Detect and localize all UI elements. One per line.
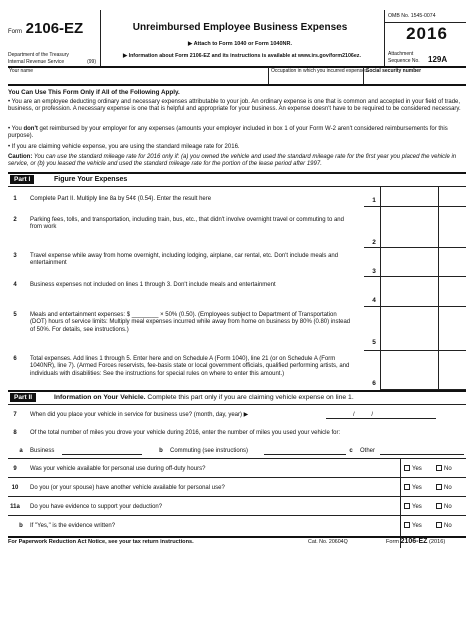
your-name-field[interactable] <box>8 67 268 84</box>
line-8b-field[interactable] <box>264 447 346 455</box>
line-10-number: 10 <box>11 485 19 491</box>
line-11a-no[interactable] <box>436 503 452 510</box>
line-8a-field[interactable] <box>62 447 142 455</box>
line-11b-no-checkbox[interactable] <box>436 522 442 528</box>
line-8b-letter: b <box>159 448 163 454</box>
line-9-yes-label: Yes <box>412 466 422 472</box>
line-6-text: Total expenses. Add lines 1 through 5. Enter here and on Schedule A (Form 1040), line 21 (or on Schedule A (Form 1040NR), line 7). (Armed Forces reservists, fee-basis state or local government officials, qualified performing artists, and individuals with disabilities: See the instructions for special rules on where to enter this amount.) <box>30 356 350 377</box>
part2-heading <box>54 394 464 401</box>
line-5-box: 5 <box>372 339 376 346</box>
line-8b-label: Commuting (see instructions) <box>170 448 249 454</box>
line-7-text: When did you place your vehicle in service for business use? (month, day, year) ▶ <box>30 412 249 418</box>
line-8-number: 8 <box>13 430 17 436</box>
form-word: Form <box>8 29 22 35</box>
line-9-yes[interactable] <box>404 465 422 472</box>
line-11b-yes-label: Yes <box>412 523 422 529</box>
line-6-amount[interactable] <box>381 351 466 388</box>
line-11b-number: b <box>19 523 23 529</box>
line-11b-text: If "Yes," is the evidence written? <box>30 523 116 529</box>
sequence-label: Sequence No. <box>388 58 420 64</box>
part1-title: Figure Your Expenses <box>54 176 128 183</box>
form-footer-word: Form <box>386 539 401 545</box>
dept-line2 <box>8 59 96 65</box>
line-3-amount[interactable] <box>381 248 466 275</box>
line-8c-letter: c <box>349 448 353 454</box>
line-7-date-field[interactable] <box>326 411 436 419</box>
line-5-text: Meals and entertainment expenses: $ ________ × 50% (0.50). (Employees subject to Department of Transportation (DOT) hours of service limits: Multiply meal expenses incurred while away from home on business by 80% (0.80) instead of 50%. For details, see instructions.) <box>30 312 351 333</box>
line-9-no[interactable] <box>436 465 452 472</box>
part1-tag: Part I <box>10 175 34 184</box>
omb-number: OMB No. 1545-0074 <box>388 13 436 19</box>
line-4-text: Business expenses not included on lines 1 through 3. Don't include meals and entertainment <box>30 282 276 288</box>
intro-bullet-2-bold: don't <box>23 126 38 132</box>
line-7-date-separators: / / <box>353 412 374 418</box>
line-5-amount[interactable] <box>381 307 466 349</box>
line-11a-yes-checkbox[interactable] <box>404 503 410 509</box>
form-page <box>8 10 466 556</box>
form-id <box>8 20 88 37</box>
intro-bullet-1: • You are an employee deducting ordinary and necessary expenses attributable to your job. An ordinary expense is one that is common and accepted in your field of trade, business, or profession. A necessary expense is one that is helpful and appropriate for your business. An expense doesn't have to be required to be considered necessary. <box>8 99 461 113</box>
intro-heading: You Can Use This Form Only if All of the Following Apply. <box>8 89 180 96</box>
line-4-box: 4 <box>372 297 376 304</box>
line-1-text: Complete Part II. Multiply line 8a by 54¢ (0.54). Enter the result here <box>30 196 212 202</box>
line-10-text: Do you (or your spouse) have another vehicle available for personal use? <box>30 485 225 491</box>
line-4-amount[interactable] <box>381 277 466 305</box>
line-3-text: Travel expense while away from home overnight, including lodging, airplane, car rental, etc. Don't include meals and entertainment <box>30 253 339 267</box>
occupation-label: Occupation in which you incurred expenses <box>271 68 368 74</box>
line-9-no-label: No <box>444 466 452 472</box>
line-11b-yes-checkbox[interactable] <box>404 522 410 528</box>
line-1-number: 1 <box>13 196 17 202</box>
line-10-yes[interactable] <box>404 484 422 491</box>
line-11b-no-label: No <box>444 523 452 529</box>
form-footer-year: (2016) <box>427 539 446 545</box>
part2-tag: Part II <box>10 393 36 402</box>
line-6-number: 6 <box>13 356 17 362</box>
ssn-field[interactable] <box>364 67 466 84</box>
sequence-number: 129A <box>428 55 448 64</box>
part2-title-rest: Complete this part only if you are claiming vehicle expense on line 1. <box>145 394 354 401</box>
dept-line2-text: Internal Revenue Service <box>8 59 65 65</box>
your-name-label: Your name <box>9 68 33 74</box>
line-9-text: Was your vehicle available for personal use during off-duty hours? <box>30 466 206 472</box>
line-11a-number: 11a <box>10 504 20 510</box>
line-3-number: 3 <box>13 253 17 259</box>
line-2-number: 2 <box>13 217 17 223</box>
part2-title: Information on Your Vehicle. <box>54 394 146 401</box>
attachment-label: Attachment <box>388 51 414 57</box>
caution-text: You can use the standard mileage rate for 2016 only if: (a) you owned the vehicle and used the standard mileage rate for the first year you placed the vehicle in service, or (b) you leased the vehicle and used the standard mileage rate for the portion of the lease period after 1997. <box>8 154 457 168</box>
line-10-yes-label: Yes <box>412 485 422 491</box>
line-11a-no-checkbox[interactable] <box>436 503 442 509</box>
intro-bullet-2 <box>8 126 466 141</box>
line-10-no[interactable] <box>436 484 452 491</box>
form-number: 2106-EZ <box>25 20 84 37</box>
form-footer-number: 2106-EZ <box>400 538 428 545</box>
line-8a-label: Business <box>30 448 55 454</box>
line-11a-text: Do you have evidence to support your deduction? <box>30 504 163 510</box>
line-9-number: 9 <box>13 466 17 472</box>
line-11a-no-label: No <box>444 504 452 510</box>
line-5-number: 5 <box>13 312 17 318</box>
line-8c-label: Other <box>360 448 376 454</box>
line-7-number: 7 <box>13 412 17 418</box>
dept-line1: Department of the Treasury <box>8 52 69 58</box>
line-11b-no[interactable] <box>436 522 452 529</box>
line-10-no-label: No <box>444 485 452 491</box>
form-footer-ref <box>386 538 445 545</box>
attach-note: ▶ Attach to Form 1040 or Form 1040NR. <box>188 41 292 47</box>
catalog-number: Cat. No. 20604Q <box>308 539 348 545</box>
caution-note <box>8 154 466 169</box>
line-8a-letter: a <box>19 448 23 454</box>
paperwork-notice: For Paperwork Reduction Act Notice, see your tax return instructions. <box>8 539 194 545</box>
line-4-number: 4 <box>13 282 17 288</box>
line-9-no-checkbox[interactable] <box>436 465 442 471</box>
line-2-amount[interactable] <box>381 207 466 246</box>
dept-code: (99) <box>87 59 96 65</box>
info-note: ▶ Information about Form 2106-EZ and its instructions is available at www.irs.gov/form2106ez. <box>123 53 361 59</box>
caution-label: Caution: <box>8 154 33 160</box>
line-3-box: 3 <box>372 268 376 275</box>
line-1-amount[interactable] <box>381 189 466 206</box>
line-6-box: 6 <box>372 380 376 387</box>
form-title: Unreimbursed Employee Business Expenses <box>132 22 348 33</box>
line-11a-yes-label: Yes <box>412 504 422 510</box>
intro-bullet-3: • If you are claiming vehicle expense, you are using the standard mileage rate for 2016. <box>8 144 240 150</box>
line-8c-field[interactable] <box>380 447 464 455</box>
tax-year: 2016 <box>406 24 448 43</box>
line-11a-yes[interactable] <box>404 503 422 510</box>
line-1-box: 1 <box>372 197 376 204</box>
line-9-yes-checkbox[interactable] <box>404 465 410 471</box>
line-2-box: 2 <box>372 239 376 246</box>
line-2-text: Parking fees, tolls, and transportation, including train, bus, etc., that didn't involve overnight travel or commuting to and from work <box>30 217 344 231</box>
intro-bullet-2-post: get reimbursed by your employer for any expenses (amounts your employer included in box 1 of your Form W-2 aren't considered reimbursements for this purpose). <box>8 126 448 140</box>
line-10-no-checkbox[interactable] <box>436 484 442 490</box>
ssn-label: Social security number <box>366 68 422 74</box>
intro-bullet-2-pre: • You <box>8 126 24 132</box>
line-8-text: Of the total number of miles you drove your vehicle during 2016, enter the number of miles you used your vehicle for: <box>30 430 341 436</box>
line-11b-yes[interactable] <box>404 522 422 529</box>
occupation-field[interactable] <box>269 67 363 84</box>
line-10-yes-checkbox[interactable] <box>404 484 410 490</box>
